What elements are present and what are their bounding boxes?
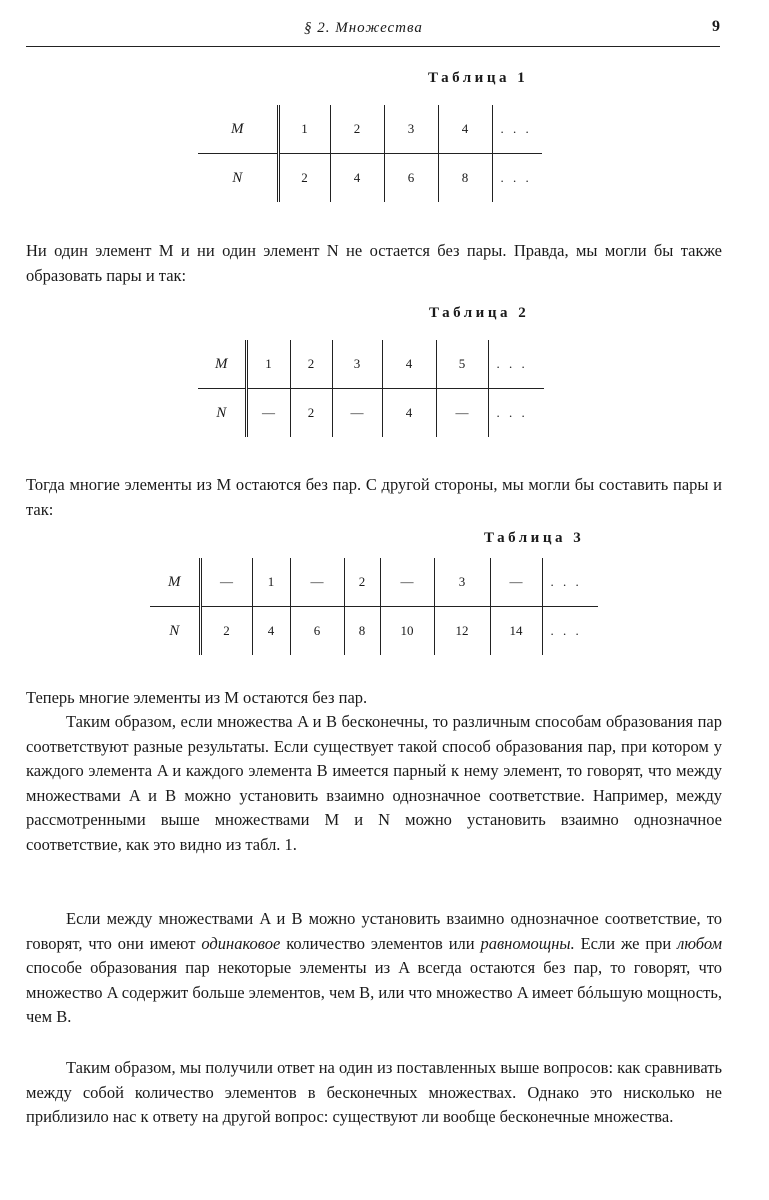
cell: 2 — [200, 607, 252, 656]
cell: 14 — [490, 607, 542, 656]
table3-row-n — [150, 607, 598, 656]
cell: 4 — [382, 389, 436, 438]
cell: 5 — [436, 340, 488, 389]
cell: 8 — [344, 607, 380, 656]
cell: 8 — [438, 154, 492, 203]
table3-row-m — [150, 558, 598, 607]
text-run: Если же при — [574, 933, 678, 953]
cell: 1 — [252, 558, 290, 607]
cell: 2 — [330, 105, 384, 154]
cell: 1 — [246, 340, 290, 389]
ellipsis-cell: . . . — [488, 389, 544, 438]
page-number: 9 — [712, 18, 720, 35]
paragraph: Теперь многие элементы из M остаются без пар. — [26, 688, 368, 707]
text-run: количество элементов или — [280, 933, 481, 953]
cell: 6 — [384, 154, 438, 203]
table2-row-m — [198, 340, 544, 389]
cell: 2 — [290, 389, 332, 438]
cell: 2 — [278, 154, 330, 203]
ellipsis-cell: . . . — [492, 154, 542, 203]
cell: 3 — [332, 340, 382, 389]
table1-caption: Таблица 1 — [428, 70, 529, 86]
table2 — [198, 340, 544, 437]
cell: 1 — [278, 105, 330, 154]
cell: 4 — [330, 154, 384, 203]
row-label: N — [150, 607, 200, 656]
cell: — — [380, 558, 434, 607]
page-header — [26, 18, 720, 47]
cell: 12 — [434, 607, 490, 656]
table1 — [198, 105, 542, 202]
text-run: Если между множествами A и B можно установить взаимно однозначное соответствие, то говорят, что они имеют — [26, 909, 722, 953]
emphasis: равномощны. — [480, 933, 575, 953]
paragraph: Таким образом, если множества A и B бесконечны, то различным способам образования пар соответствуют разные результаты. Если существует такой способ образования пар, при котором у каждого элемента A и каждого элемента B имеется парный к нему элемент, то говорят, что между множествами A и B можно установить взаимно однозначное соответствие. Например, между рассмотренными выше множествами M и N можно установить взаимно однозначное соответствие, как это видно из табл. 1. — [26, 712, 722, 854]
row-label: M — [215, 355, 228, 372]
cell: 2 — [344, 558, 380, 607]
row-label: N — [198, 389, 246, 438]
cell: 4 — [252, 607, 290, 656]
cell: — — [200, 558, 252, 607]
table2-caption: Таблица 2 — [429, 305, 530, 321]
table3-caption: Таблица 3 — [484, 530, 585, 546]
table2-row-n — [198, 389, 544, 438]
paragraph: Таким образом, мы получили ответ на один из поставленных выше вопросов: как сравнивать между собой количество элементов в бесконечных множествах. Однако это нисколько не приблизило нас к ответу на другой вопрос: существуют ли вообще бесконечные множества. — [26, 1058, 722, 1127]
cell: 2 — [290, 340, 332, 389]
emphasis: одинаковое — [201, 933, 281, 953]
cell: 3 — [384, 105, 438, 154]
cell: — — [290, 558, 344, 607]
text-run: способе образования пар некоторые элементы из A всегда остаются без пар, то говорят, что множество A содержит больше элементов, чем B, или что множество A имеет бóльшую мощность, чем B. — [26, 958, 722, 1027]
paragraph: Тогда многие элементы из M остаются без пар. С другой стороны, мы могли бы составить пары и так: — [26, 475, 722, 519]
ellipsis-cell: . . . — [488, 340, 544, 389]
row-label: N — [198, 154, 278, 203]
table3 — [150, 558, 598, 655]
row-label: M — [231, 120, 244, 137]
paragraph — [26, 907, 722, 1030]
emphasis: любом — [677, 933, 722, 953]
cell: 10 — [380, 607, 434, 656]
cell: 4 — [382, 340, 436, 389]
cell: 6 — [290, 607, 344, 656]
table1-row-n — [198, 154, 542, 203]
cell: 3 — [434, 558, 490, 607]
cell: — — [332, 389, 382, 438]
table1-row-m — [198, 105, 542, 154]
ellipsis-cell: . . . — [492, 105, 542, 154]
running-head: § 2. Множества — [304, 20, 423, 36]
cell: — — [436, 389, 488, 438]
paragraph: Ни один элемент M и ни один элемент N не остается без пары. Правда, мы могли бы также образовать пары и так: — [26, 241, 722, 285]
cell: 4 — [438, 105, 492, 154]
cell: — — [246, 389, 290, 438]
ellipsis-cell: . . . — [542, 558, 598, 607]
cell: — — [490, 558, 542, 607]
row-label: M — [168, 573, 181, 590]
ellipsis-cell: . . . — [542, 607, 598, 656]
